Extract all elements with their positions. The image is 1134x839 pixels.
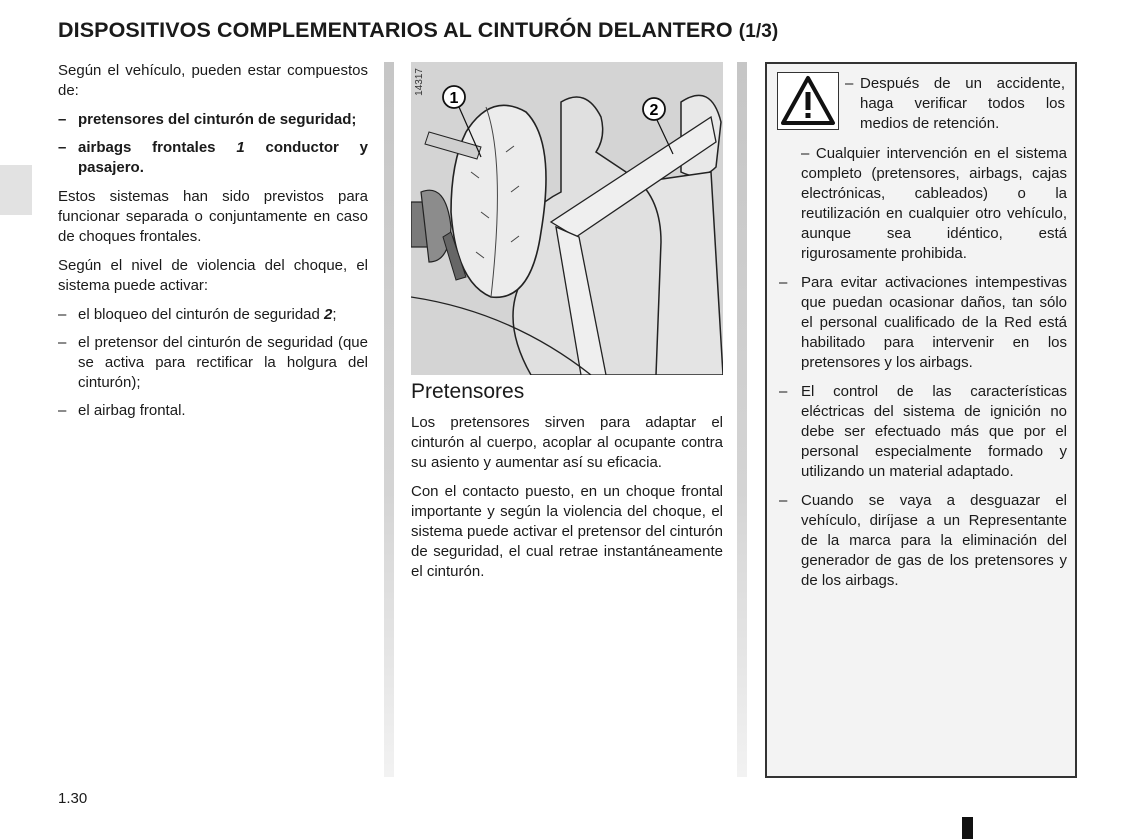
warning-box <box>765 62 1077 778</box>
list-item: – el airbag frontal. <box>58 402 186 419</box>
warning-icon-frame <box>777 72 839 130</box>
callout-2-label: 2 <box>649 102 659 119</box>
page-number: 1.30 <box>58 790 88 807</box>
column-divider <box>737 62 747 777</box>
violence-paragraph: Según el nivel de violencia del choque, el sistema puede activar: <box>58 257 368 294</box>
airbag-illustration <box>411 62 723 375</box>
column-divider <box>384 62 394 777</box>
callout-1-label: 1 <box>449 90 459 107</box>
middle-column <box>411 380 723 591</box>
list-item: – el pretensor del cinturón de seguridad (que se activa para rectificar la holgura del cinturón); <box>58 334 368 391</box>
left-column <box>58 61 368 430</box>
section-tab <box>0 165 32 215</box>
section-heading: Pretensores <box>411 380 525 403</box>
figure-code: 14317 <box>414 68 425 96</box>
warning-item: – Cuando se vaya a desguazar el vehículo, diríjase a un Representante de la marca para la eliminación del generador de gas de los pretensores y de los airbags. <box>779 492 1067 589</box>
title-main: DISPOSITIVOS COMPLEMENTARIOS AL CINTURÓN DELANTERO <box>58 18 733 42</box>
list-item: – airbags frontales 1 conductor y pasajero. <box>58 139 368 176</box>
systems-paragraph: Estos sistemas han sido previstos para funcionar separada o conjuntamente en caso de choques frontales. <box>58 188 368 245</box>
warning-item: – El control de las características eléctricas del sistema de ignición no debe ser efectuado más que por el personal especialmente formado y utilizando un material adaptado. <box>779 383 1067 480</box>
warning-triangle-icon <box>778 73 838 129</box>
warning-first-item: – Después de un accidente, haga verificar todos los medios de retención. <box>845 75 1065 132</box>
warning-list <box>779 144 1067 600</box>
airbag-drawing <box>411 62 723 375</box>
list-item: – el bloqueo del cinturón de seguridad 2; <box>58 306 337 323</box>
pretensioner-paragraph-2: Con el contacto puesto, en un choque frontal importante y según la violencia del choque, el sistema puede activar el pretensor del cinturón de seguridad, el cual retrae instantáneamente el cinturón. <box>411 483 723 580</box>
warning-item: – Para evitar activaciones intempestivas que puedan ocasionar daños, tan sólo el personal cualificado de la Red está habilitado para intervenir en los pretensores y los airbags. <box>779 274 1067 371</box>
warning-item: – Cualquier intervención en el sistema completo (pretensores, airbags, cajas electrónicas, cableados) o la reutilización en cualquier otro vehículo, aunque sea idéntico, está rigurosamente prohibida. <box>801 145 1068 262</box>
title-part: (1/3) <box>738 21 779 42</box>
page-title <box>58 18 1058 43</box>
pretensioner-paragraph-1: Los pretensores sirven para adaptar el cinturón al cuerpo, acoplar al ocupante contra su asiento y aumentar así su eficacia. <box>411 414 723 471</box>
list-item: – pretensores del cinturón de seguridad; <box>58 111 357 128</box>
components-list <box>58 110 368 178</box>
activation-list <box>58 305 368 421</box>
page-edge-marker <box>962 817 973 839</box>
intro-paragraph: Según el vehículo, pueden estar compuestos de: <box>58 62 368 99</box>
